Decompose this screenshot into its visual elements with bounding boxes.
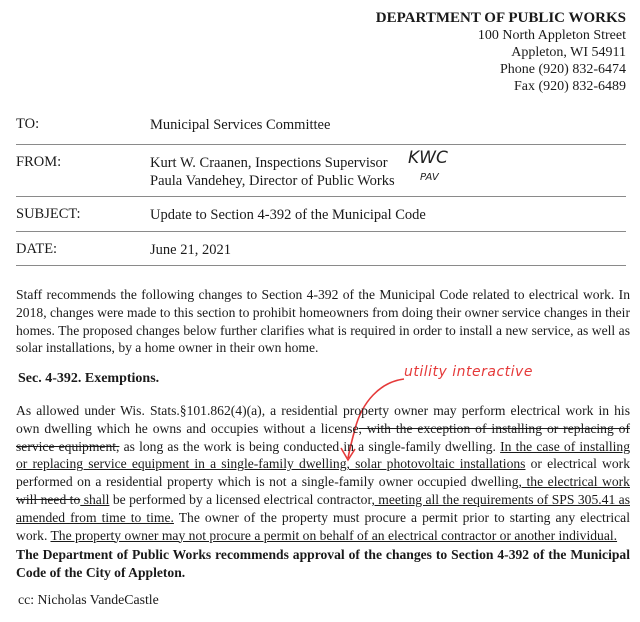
body-text-1: As allowed under Wis. Stats.§101.862(4)(a), a residential property owner may perform electrical work in his own dwelling which he owns and occupies without a license xyxy=(16,403,630,436)
from-label: FROM: xyxy=(16,154,62,170)
divider-subject xyxy=(16,231,626,232)
divider-to xyxy=(16,144,626,145)
body-deleted-1: , with the exception of installing or replacing of service equipment, xyxy=(16,420,630,454)
body-inserted-1: In the case of installing or replacing service equipment in a single-family dwelling, xyxy=(16,438,631,472)
department-name: DEPARTMENT OF PUBLIC WORKS xyxy=(375,10,626,26)
memo-to-row xyxy=(16,116,624,154)
date-label: DATE: xyxy=(16,241,58,257)
from-line-1: Kurt W. Craanen, Inspections Supervisor xyxy=(150,155,388,171)
fax-number: Fax (920) 832-6489 xyxy=(514,79,626,94)
letterhead xyxy=(326,10,626,95)
address-line-2: Appleton, WI 54911 xyxy=(511,45,626,60)
from-line-2: Paula Vandehey, Director of Public Works xyxy=(150,173,395,189)
subject-label: SUBJECT: xyxy=(16,206,81,222)
divider-date xyxy=(16,265,626,266)
body-inserted-4: shall xyxy=(80,491,110,507)
section-title: Sec. 4-392. Exemptions. xyxy=(18,371,160,386)
memo-date-row xyxy=(16,241,624,271)
body-text-3: or electrical work performed on a residential property which is not a single-family owner occupied dwelling xyxy=(16,456,630,490)
phone-number: Phone (920) 832-6474 xyxy=(500,62,626,77)
memo-header xyxy=(16,116,624,271)
to-label: TO: xyxy=(16,116,40,132)
from-value xyxy=(150,154,624,206)
body-deleted-2: will need to xyxy=(16,491,81,507)
body-inserted-6: The property owner may not procure a permit on behalf of an electrical contractor or another individual. xyxy=(50,527,618,543)
to-value: Municipal Services Committee xyxy=(150,117,331,133)
address-line-1: 100 North Appleton Street xyxy=(477,28,626,43)
cc-line: cc: Nicholas VandeCastle xyxy=(18,592,159,607)
signature-initials-2: PAV xyxy=(420,172,439,183)
exemptions-paragraph xyxy=(16,402,630,544)
subject-value: Update to Section 4-392 of the Municipal Code xyxy=(150,207,426,223)
intro-paragraph: Staff recommends the following changes to Section 4-392 of the Municipal Code related to electrical work. In 2018, changes were made to this section to prohibit homeowners from doing their owner service changes in their homes. The proposed changes below further clarifies what is required in order to install a new service, as well as solar installations, by a home owner in their own home. xyxy=(16,287,630,356)
body-text-5: The owner of the property must procure a permit prior to starting any electrical work. xyxy=(16,509,630,543)
signature-initials-1: KWC xyxy=(408,148,448,168)
recommendation: The Department of Public Works recommends approval of the changes to Section 4-392 of the Municipal Code of the City of Appleton. xyxy=(16,547,630,580)
memo-subject-row xyxy=(16,206,624,241)
body-text-2: as long as the work is being conducted in a single-family dwelling. xyxy=(119,438,501,454)
body-inserted-5: , meeting all the requirements of SPS 305.41 as amended from time to time. xyxy=(16,491,630,525)
body-text-4: be performed by a licensed electrical contractor xyxy=(109,491,372,507)
divider-from xyxy=(16,196,626,197)
memo-from-row xyxy=(16,148,624,206)
body-inserted-2: solar photovoltaic installations xyxy=(349,456,526,472)
body-inserted-3: , the electrical work xyxy=(518,474,630,490)
handwritten-annotation: utility interactive xyxy=(404,364,533,380)
date-value: June 21, 2021 xyxy=(150,242,231,258)
